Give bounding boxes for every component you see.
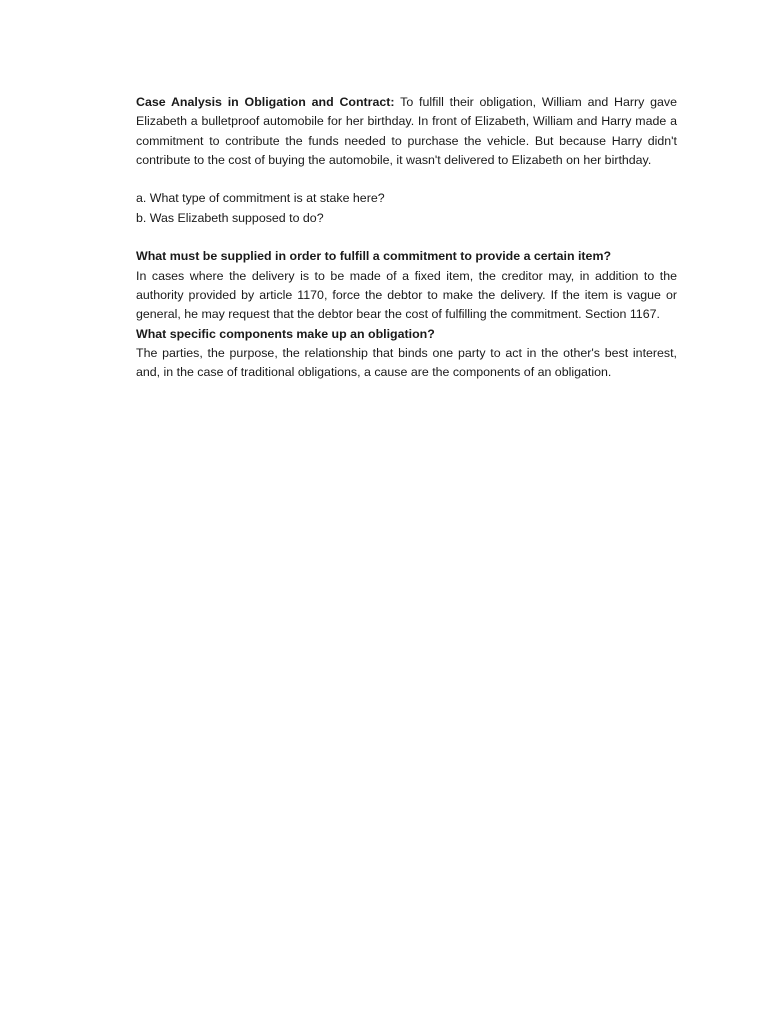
question-b: b. Was Elizabeth supposed to do?	[136, 210, 324, 225]
case-heading: Case Analysis in Obligation and Contract:	[136, 95, 395, 109]
qa-section	[136, 247, 677, 382]
qa-answer-2: The parties, the purpose, the relationship that binds one party to act in the other's best interest, and, in the case of traditional obligations, a cause are the components of an obligation.	[136, 345, 677, 380]
case-body: To fulfill their obligation, William and Harry gave Elizabeth a bulletproof automobile for her birthday. In front of Elizabeth, William and Harry made a commitment to contribute the funds needed to purchase the vehicle. But because Harry didn't contribute to the cost of buying the automobile, it wasn't delivered to Elizabeth on her birthday.	[136, 95, 678, 167]
qa-answer-1: In cases where the delivery is to be made of a fixed item, the creditor may, in addition to the authority provided by article 1170, force the debtor to make the delivery. If the item is vague or general, he may request that the debtor bear the cost of fulfilling the commitment. Section 1167.	[136, 268, 677, 322]
question-list	[136, 189, 677, 228]
question-a: a. What type of commitment is at stake here?	[136, 191, 385, 206]
document-page	[136, 93, 677, 382]
qa-question-1: What must be supplied in order to fulfill a commitment to provide a certain item?	[136, 249, 612, 264]
qa-question-2: What specific components make up an obligation?	[136, 326, 435, 341]
case-paragraph	[136, 93, 677, 170]
